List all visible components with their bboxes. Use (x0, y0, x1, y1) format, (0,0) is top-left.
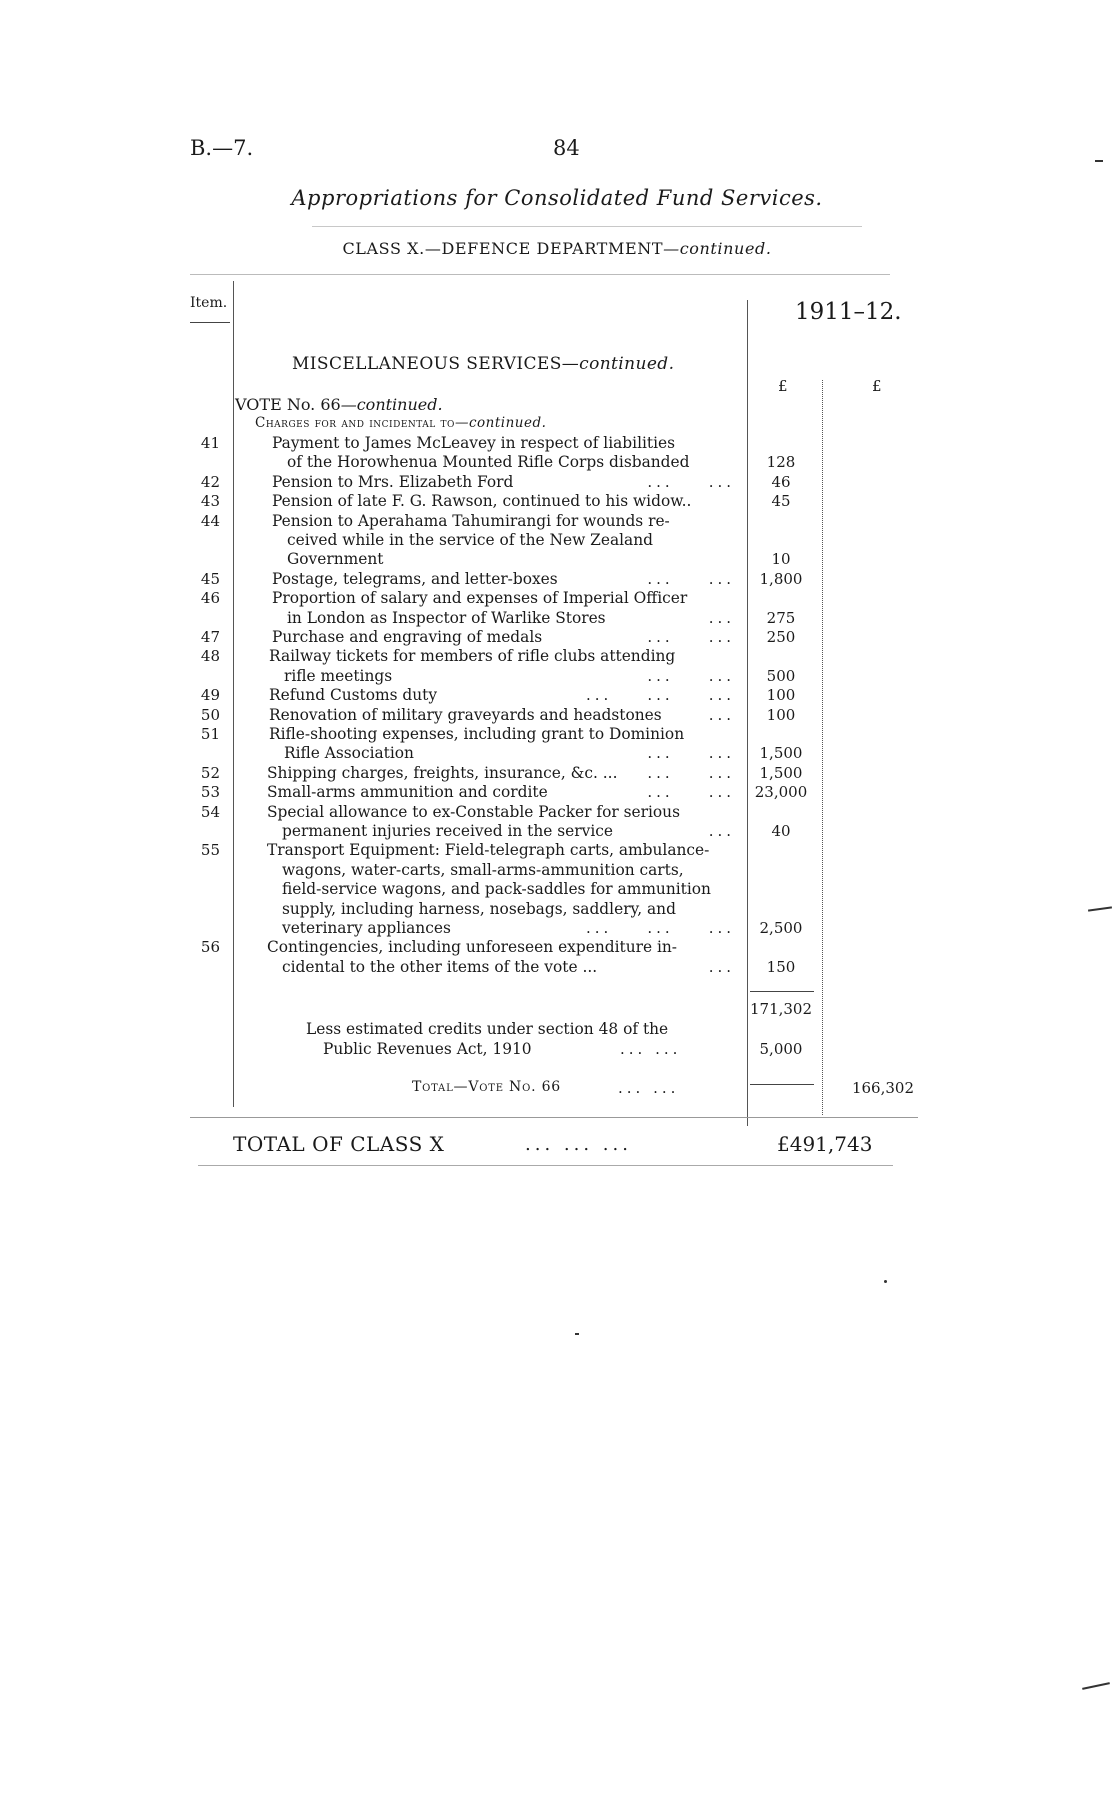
item-description-line: in London as Inspector of Warlike Stores (287, 608, 606, 627)
item-amount: 1,800 (759, 569, 803, 588)
leader-dots: ... ... (647, 763, 735, 782)
item-description-line: ceived while in the service of the New Zealand (287, 531, 653, 549)
item-number: 44 (200, 511, 220, 530)
class-total-label: TOTAL OF CLASS X (233, 1132, 445, 1156)
item-amount: 2,500 (759, 919, 803, 937)
item-amount: 100 (766, 705, 796, 724)
item-description-line: Special allowance to ex-Constable Packer for serious (267, 802, 680, 821)
pound-symbol-items: £ (778, 377, 788, 395)
item-amount: 23,000 (754, 783, 808, 802)
item-number: 46 (200, 589, 220, 608)
table-bottom-rule (190, 1117, 918, 1118)
charges-heading (255, 415, 546, 431)
year-column-header: 1911–12. (795, 299, 902, 325)
item-number: 43 (200, 492, 220, 511)
item-amount: 1,500 (759, 763, 803, 782)
scan-mark (1095, 160, 1103, 162)
item-description-line: Shipping charges, freights, insurance, &c. ... (267, 763, 618, 782)
item-amount: 46 (771, 472, 791, 491)
item-amount: 128 (766, 453, 796, 472)
item-description-line: cidental to the other items of the vote ... (282, 957, 598, 976)
item-description-line: Transport Equipment: Field-telegraph carts, ambulance- (267, 841, 710, 860)
item-description-line: permanent injuries received in the service (282, 822, 613, 840)
leader-dots: ... ... (647, 472, 735, 491)
credits-leader-dots: ... ... (620, 1040, 682, 1058)
vote-heading-main: VOTE No. 66 (235, 395, 341, 414)
subtitle-rule (190, 274, 890, 275)
leader-dots: ... (708, 705, 735, 724)
vote-total-rule (750, 1084, 814, 1085)
item-number: 55 (200, 841, 220, 860)
item-description-line: Railway tickets for members of rifle clubs attending (269, 647, 676, 666)
leader-dots: ... (708, 608, 735, 627)
item-description-line: veterinary appliances (282, 919, 451, 937)
item-amount: 40 (771, 822, 791, 840)
item-description-line: supply, including harness, nosebags, saddlery, and (282, 899, 676, 918)
item-description-line: field-service wagons, and pack-saddles for ammunition (282, 880, 711, 899)
item-header-rule (190, 322, 230, 323)
leader-dots: ... ... (647, 569, 735, 588)
item-number: 50 (200, 705, 220, 724)
item-description-line: Refund Customs duty (269, 686, 438, 705)
item-amount: 250 (766, 628, 796, 646)
leader-dots: ... ... (647, 628, 735, 646)
vote-heading (235, 395, 443, 414)
section-heading-main: MISCELLANEOUS SERVICES (292, 354, 562, 374)
item-description-line: Payment to James McLeavey in respect of liabilities (272, 434, 676, 452)
subtotal-amount: 171,302 (749, 1000, 813, 1018)
item-description-line: Contingencies, including unforeseen expenditure in- (267, 938, 677, 957)
item-amount: 275 (766, 608, 796, 627)
class-total-amount: £491,743 (777, 1132, 873, 1156)
title-rule (312, 226, 862, 227)
vote-total-label: Total—Vote No. 66 (412, 1079, 562, 1095)
class-subtitle-continued: —continued. (663, 239, 772, 258)
item-number: 56 (200, 938, 220, 957)
pound-symbol-totals: £ (872, 377, 882, 395)
item-description-line: Rifle-shooting expenses, including grant to Dominion (269, 725, 685, 743)
vote-heading-continued: —continued. (340, 395, 443, 414)
item-number: 42 (200, 472, 220, 491)
item-description-line: Government (287, 550, 384, 569)
scan-mark (884, 1280, 887, 1283)
item-description-line: Postage, telegrams, and letter-boxes (272, 569, 558, 588)
item-number: 48 (200, 647, 220, 666)
leader-dots: ... ... (647, 783, 735, 802)
vote-total-leader-dots: ... ... (618, 1079, 680, 1097)
charges-heading-main: Charges for and incidental to (255, 415, 455, 431)
leader-dots: ... ... (647, 744, 735, 763)
charges-heading-continued: —continued. (454, 415, 547, 431)
section-heading (292, 354, 674, 374)
item-amount: 1,500 (759, 744, 803, 763)
subtotal-rule (750, 991, 814, 992)
item-description-line: Pension of late F. G. Rawson, continued to his widow.. (272, 492, 692, 511)
scan-mark (575, 1333, 579, 1335)
item-number: 52 (200, 763, 220, 782)
credits-line-2: Public Revenues Act, 1910 (323, 1040, 532, 1058)
document-reference: B.—7. (190, 136, 254, 160)
leader-dots: ... ... ... (585, 686, 735, 705)
item-number: 53 (200, 783, 220, 802)
item-description-line: Proportion of salary and expenses of Imperial Officer (272, 589, 688, 608)
item-description-line: rifle meetings (284, 666, 393, 685)
section-heading-continued: —continued. (561, 354, 675, 374)
item-description-line: wagons, water-carts, small-arms-ammunition carts, (282, 860, 684, 879)
item-number: 45 (200, 569, 220, 588)
item-amount: 150 (766, 957, 796, 976)
class-subtitle (0, 239, 1114, 258)
subtotal-column-divider (822, 380, 823, 1115)
leader-dots: ... (708, 822, 735, 840)
item-description-line: of the Horowhenua Mounted Rifle Corps disbanded (287, 453, 690, 472)
leader-dots: ... ... ... (585, 919, 735, 937)
item-number: 41 (200, 434, 220, 452)
item-number: 49 (200, 686, 220, 705)
item-description-line: Small-arms ammunition and cordite (267, 783, 548, 802)
page-title: Appropriations for Consolidated Fund Services. (291, 186, 823, 210)
item-amount: 45 (771, 492, 791, 511)
credits-line-1: Less estimated credits under section 48 of the (306, 1020, 669, 1038)
item-description-line: Pension to Mrs. Elizabeth Ford (272, 472, 514, 491)
item-number: 54 (200, 802, 220, 821)
item-column-header: Item. (190, 295, 228, 311)
item-amount: 10 (771, 550, 791, 569)
item-column-divider (233, 281, 234, 1107)
item-number: 47 (200, 628, 220, 646)
item-amount: 100 (766, 686, 796, 705)
class-total-rule (198, 1165, 893, 1166)
leader-dots: ... ... (647, 666, 735, 685)
vote-total-amount: 166,302 (851, 1079, 914, 1097)
class-subtitle-main: CLASS X.—DEFENCE DEPARTMENT (342, 239, 664, 258)
item-description-line: Renovation of military graveyards and headstones (269, 705, 662, 724)
item-description-line: Rifle Association (284, 744, 414, 763)
item-description-line: Pension to Aperahama Tahumirangi for wounds re- (272, 511, 670, 530)
page-number: 84 (553, 136, 580, 160)
scan-mark (1088, 906, 1112, 911)
scan-mark (1082, 1682, 1110, 1690)
item-amount: 500 (766, 666, 796, 685)
class-total-leader-dots: ... ... ... (525, 1134, 632, 1155)
item-description-line: Purchase and engraving of medals (272, 628, 543, 646)
item-number: 51 (200, 725, 220, 743)
leader-dots: ... (708, 957, 735, 976)
credits-amount: 5,000 (759, 1040, 803, 1058)
